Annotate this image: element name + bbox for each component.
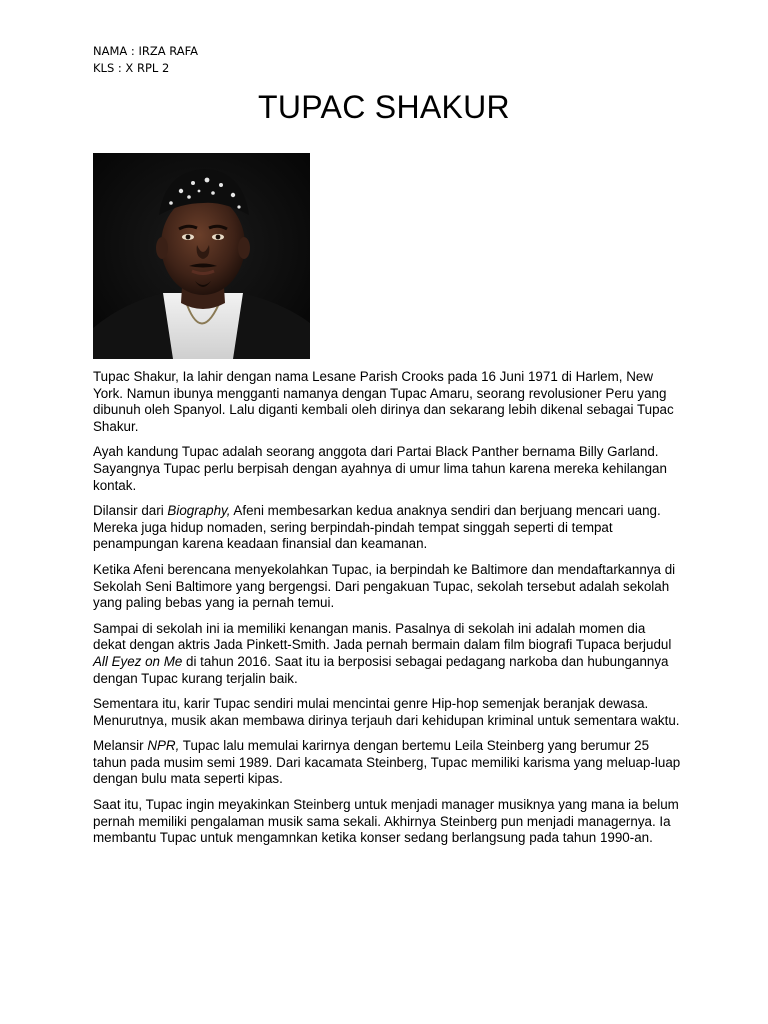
paragraph-8: Saat itu, Tupac ingin meyakinkan Steinberg untuk menjadi manager musiknya yang mana ia belum pernah memiliki pengalaman musik sama sekali. Akhirnya Steinberg pun menjadi managernya. Ia membantu Tupac untuk mengamnkan ketika konser sedang berlangsung pada tahun 1990-an. [93, 797, 679, 846]
student-header [93, 43, 198, 77]
paragraph-3-italic: Biography, [167, 503, 231, 519]
paragraph-3-text-b: Afeni membesarkan kedua anaknya sendiri dan berjuang mencari uang. Mereka juga hidup nomaden, sering berpindah-pindah tempat singgah seperti di tempat penampungan karena keadaan finansial dan keamanan. [93, 503, 661, 552]
paragraph-7-text-b: Tupac lalu memulai karirnya dengan bertemu Leila Steinberg yang berumur 25 tahun pada musim semi 1989. Dari kacamata Steinberg, Tupac memiliki karisma yang meluap-luap dengan bulu mata seperti kipas. [93, 738, 681, 787]
paragraph-2: Ayah kandung Tupac adalah seorang anggota dari Partai Black Panther bernama Billy Garland. Sayangnya Tupac perlu berpisah dengan ayahnya di umur lima tahun karena mereka kehilangan kontak. [93, 444, 667, 493]
paragraph-7-text-a: Melansir [93, 738, 148, 754]
student-name: NAMA : IRZA RAFA [93, 44, 199, 58]
student-class: KLS : X RPL 2 [93, 61, 170, 75]
paragraph-7-italic: NPR, [147, 738, 180, 754]
portrait-illustration [93, 153, 310, 359]
paragraph-6: Sementara itu, karir Tupac sendiri mulai mencintai genre Hip-hop semenjak beranjak dewasa. Menurutnya, musik akan membawa dirinya terjauh dari kehidupan kriminal untuk sementara waktu. [93, 696, 680, 728]
paragraph-5-text-b: di tahun 2016. Saat itu ia berposisi sebagai pedagang narkoba dan hubungannya dengan Tupac kurang terjalin baik. [93, 653, 669, 686]
page-title: TUPAC SHAKUR [258, 89, 510, 125]
paragraph-4: Ketika Afeni berencana menyekolahkan Tupac, ia berpindah ke Baltimore dan mendaftarkannya di Sekolah Seni Baltimore yang bergengsi. Dari pengakuan Tupac, sekolah tersebut adalah sekolah yang paling bebas yang ia pernah temui. [93, 561, 676, 611]
paragraph-3-text-a: Dilansir dari [93, 503, 168, 519]
paragraph-5-text-a: Sampai di sekolah ini ia memiliki kenangan manis. Pasalnya di sekolah ini adalah momen dia dekat dengan aktris Jada Pinkett-Smith. Jada pernah bermain dalam film biografi Tupaca berjudul [93, 620, 672, 653]
paragraph-1: Tupac Shakur, Ia lahir dengan nama Lesane Parish Crooks pada 16 Juni 1971 di Harlem, New York. Namun ibunya mengganti namanya dengan Tupac Amaru, seorang revolusioner Peru yang dibunuh oleh Spanyol. Lalu diganti kembali oleh dirinya dan sekarang lebih dikenal sebagai Tupac Shakur. [93, 369, 674, 434]
paragraph-3 [93, 503, 681, 553]
paragraph-7 [93, 738, 681, 788]
paragraph-5-italic: All Eyez on Me [93, 653, 183, 669]
paragraph-5 [93, 621, 681, 687]
article-body [93, 369, 681, 856]
portrait-photo [93, 153, 310, 359]
